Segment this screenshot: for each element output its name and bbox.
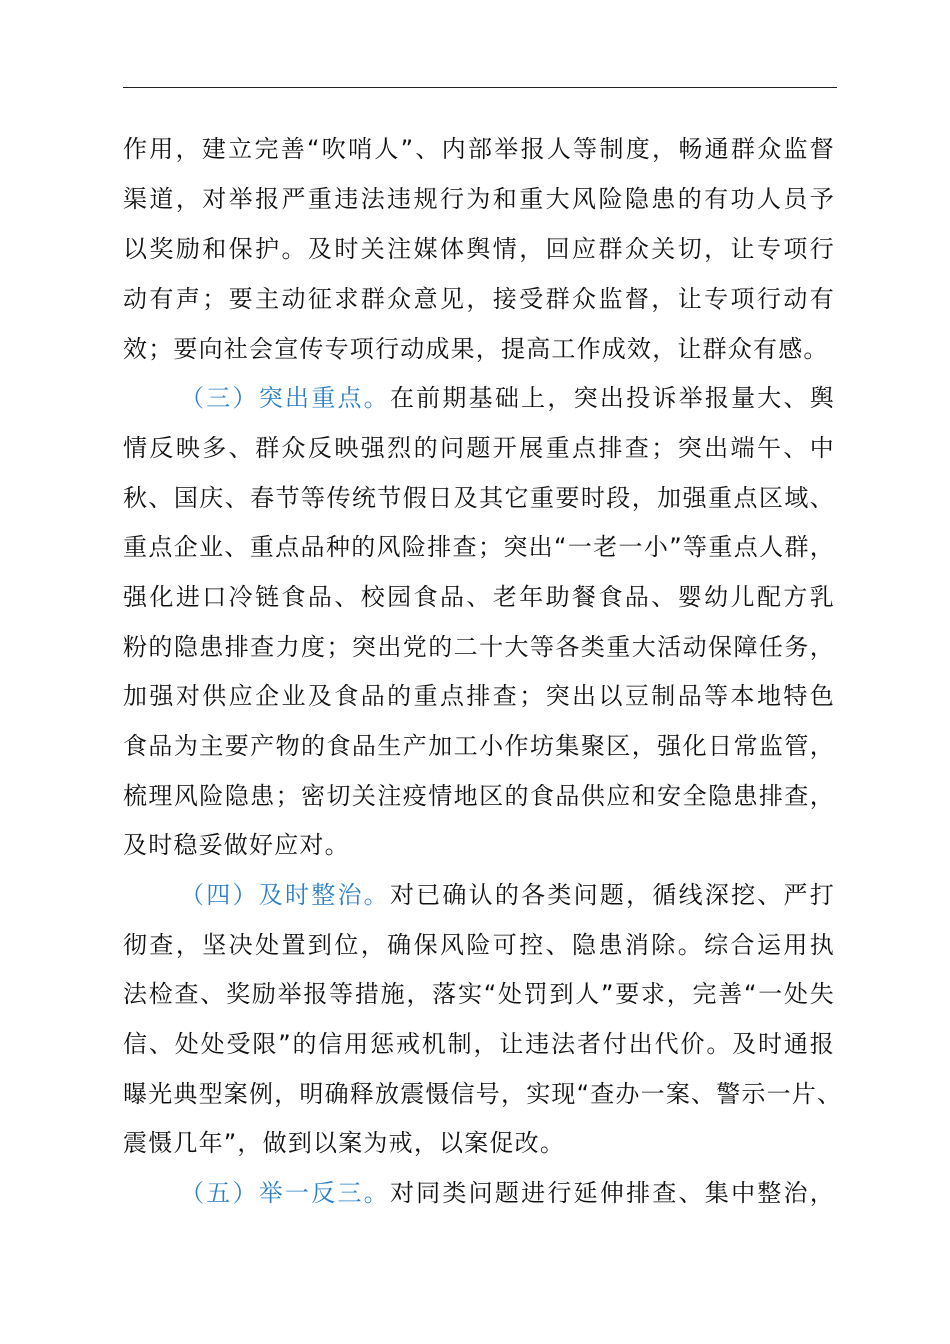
paragraph-line: 曝光典型案例，明确释放震慑信号，实现“查办一案、警示一片、: [123, 1080, 843, 1108]
paragraph-line: 动有声；要主动征求群众意见，接受群众监督，让专项行动有: [123, 285, 835, 313]
paragraph-line: 以奖励和保护。及时关注媒体舆情，回应群众关切，让专项行: [123, 235, 835, 263]
paragraph-line: 情反映多、群众反映强烈的问题开展重点排查；突出端午、中: [123, 434, 835, 462]
paragraph-line: 食品为主要产物的食品生产加工小作坊集聚区，强化日常监管，: [123, 732, 835, 760]
paragraph-line: 信、处处受限”的信用惩戒机制，让违法者付出代价。及时通报: [123, 1030, 835, 1058]
section-4-text: 对已确认的各类问题，循线深挖、严打: [389, 881, 835, 909]
paragraph-line: 效；要向社会宣传专项行动成果，提高工作成效，让群众有感。: [123, 335, 829, 363]
paragraph-line: 彻查，坚决处置到位，确保风险可控、隐患消除。综合运用执: [123, 931, 835, 959]
paragraph-line: 震慑几年”，做到以案为戒，以案促改。: [123, 1129, 566, 1157]
header-rule: [123, 87, 837, 88]
paragraph-line: 秋、国庆、春节等传统节假日及其它重要时段，加强重点区域、: [123, 484, 835, 512]
paragraph-line: 作用，建立完善“吹哨人”、内部举报人等制度，畅通群众监督: [123, 135, 835, 163]
paragraph-line: 重点企业、重点品种的风险排查；突出“一老一小”等重点人群，: [123, 533, 835, 561]
section-3-heading: （三）突出重点。: [180, 384, 390, 412]
section-5-first-line: [180, 1178, 835, 1208]
section-5-text: 对同类问题进行延伸排查、集中整治，: [389, 1179, 835, 1207]
paragraph-line: 加强对供应企业及食品的重点排查；突出以豆制品等本地特色: [123, 682, 835, 710]
section-3-first-line: [180, 383, 835, 413]
paragraph-line: 梳理风险隐患；密切关注疫情地区的食品供应和安全隐患排查，: [123, 782, 835, 810]
section-3-text: 在前期基础上，突出投诉举报量大、舆: [389, 384, 835, 412]
paragraph-line: 渠道，对举报严重违法违规行为和重大风险隐患的有功人员予: [123, 185, 835, 213]
paragraph-line: 及时稳妥做好应对。: [123, 831, 350, 859]
section-5-heading: （五）举一反三。: [180, 1179, 390, 1207]
paragraph-line: 法检查、奖励举报等措施，落实“处罚到人”要求，完善“一处失: [123, 980, 835, 1008]
section-4-heading: （四）及时整治。: [180, 881, 390, 909]
paragraph-line: 强化进口冷链食品、校园食品、老年助餐食品、婴幼儿配方乳: [123, 583, 835, 611]
section-4-first-line: [180, 880, 835, 910]
paragraph-line: 粉的隐患排查力度；突出党的二十大等各类重大活动保障任务，: [123, 633, 835, 661]
